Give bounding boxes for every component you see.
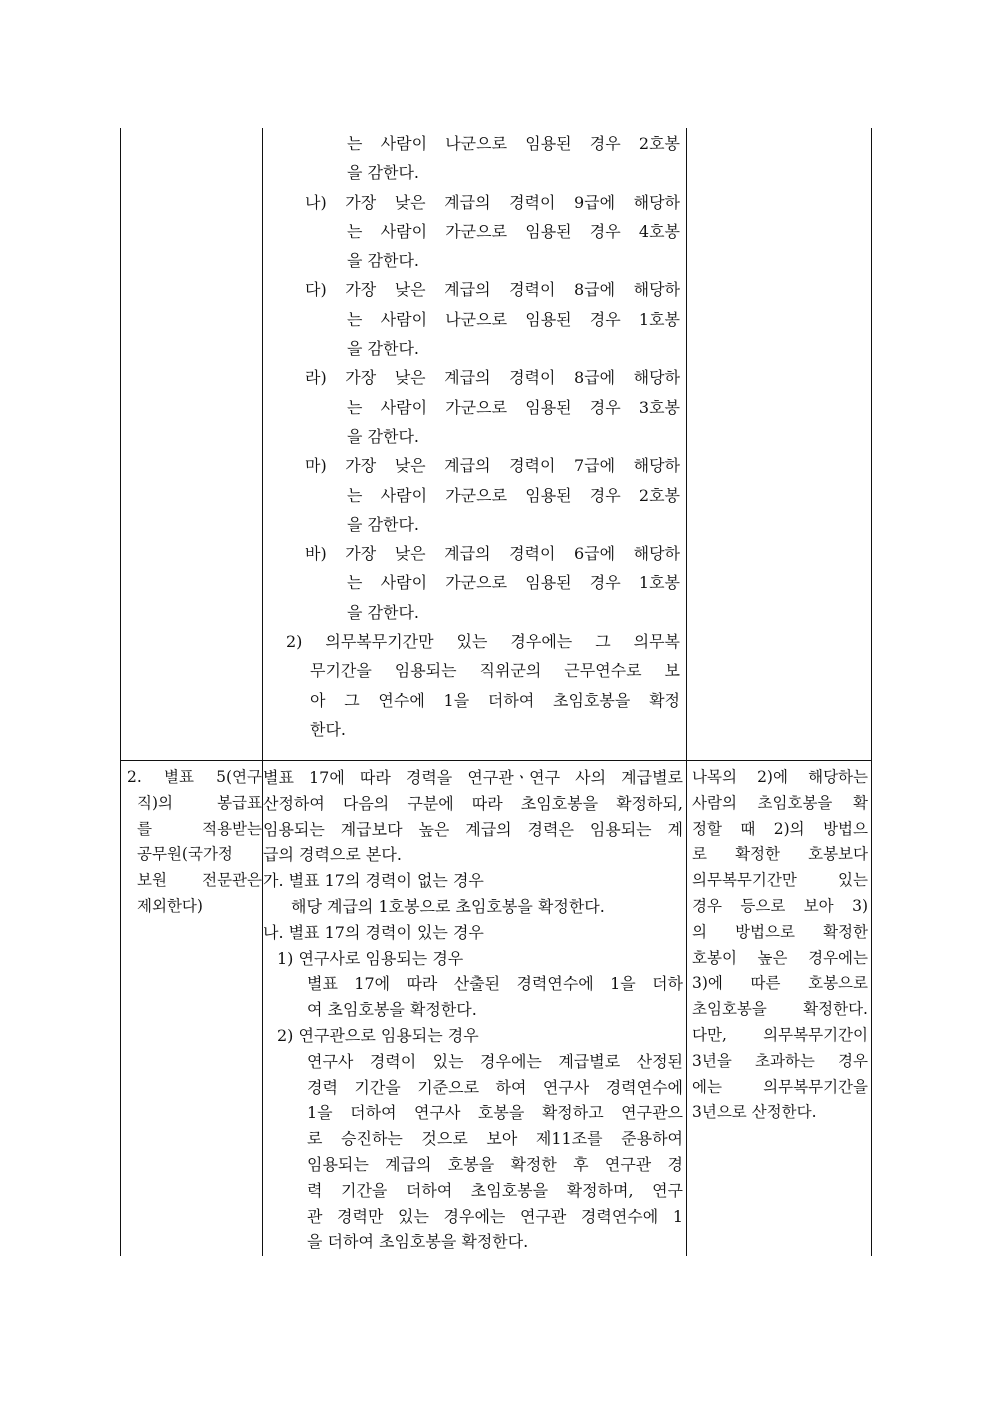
text-line: 초임호봉을 확정한다.	[692, 1000, 868, 1019]
text-line: 2. 별표 5(연구	[127, 768, 262, 786]
text-line: 에는 의무복무기간을	[692, 1077, 868, 1096]
text-line: 는 사람이 가군으로 임용된 경우 2호봉	[347, 485, 680, 505]
text-line: 를 적용받는	[137, 819, 262, 838]
text-line: 의 방법으로 확정한	[692, 922, 868, 941]
text-line: 나목의 2)에 해당하는	[692, 768, 868, 786]
text-line: 는 사람이 가군으로 임용된 경우 3호봉	[347, 397, 680, 417]
text-line: 해당 계급의 1호봉으로 초임호봉을 확정한다.	[291, 896, 605, 916]
row-divider	[120, 760, 872, 761]
text-line: 직)의 봉급표	[137, 793, 262, 812]
text-line: 는 사람이 가군으로 임용된 경우 1호봉	[347, 573, 680, 593]
text-line: 가. 별표 17의 경력이 없는 경우	[263, 871, 484, 891]
text-line: 마) 가장 낮은 계급의 경력이 7급에 해당하	[305, 456, 680, 476]
text-line: 급의 경력으로 본다.	[263, 845, 402, 865]
top-row-content-cell	[120, 129, 684, 744]
text-line: 아 그 연수에 1을 더하여 초임호봉을 확정	[310, 690, 680, 710]
main-content-cell	[263, 765, 684, 1255]
text-line: 을 감한다.	[347, 426, 419, 446]
text-line: 3년으로 산정한다.	[692, 1103, 817, 1122]
text-line: 사람의 초임호봉을 확	[692, 793, 868, 812]
text-line: 을 더하여 초임호봉을 확정한다.	[307, 1232, 529, 1252]
text-line: 는 사람이 가군으로 임용된 경우 4호봉	[347, 221, 680, 241]
text-line: 경력 기간을 기준으로 하여 연구사 경력연수에	[307, 1077, 683, 1097]
regulation-table	[120, 128, 872, 1256]
text-line: 정할 때 2)의 방법으	[692, 819, 868, 838]
text-line: 무기간을 임용되는 직위군의 근무연수로 보	[310, 661, 680, 681]
text-line: 라) 가장 낮은 계급의 경력이 8급에 해당하	[305, 368, 680, 388]
text-line: 바) 가장 낮은 계급의 경력이 6급에 해당하	[305, 544, 680, 564]
text-line: 1을 더하여 연구사 호봉을 확정하고 연구관으	[307, 1103, 683, 1123]
text-line: 연구사 경력이 있는 경우에는 계급별로 산정된	[307, 1051, 683, 1071]
text-line: 한다.	[310, 719, 346, 739]
text-line: 을 감한다.	[347, 251, 419, 271]
text-line: 여 초임호봉을 확정한다.	[307, 1000, 477, 1020]
text-line: 나) 가장 낮은 계급의 경력이 9급에 해당하	[305, 192, 680, 212]
text-line: 로 확정한 호봉보다	[692, 845, 868, 864]
text-line: 다만, 의무복무기간이	[692, 1025, 868, 1044]
column-divider-2	[686, 128, 687, 1256]
text-line: 나. 별표 17의 경력이 있는 경우	[263, 922, 484, 942]
text-line: 별표 17에 따라 산출된 경력연수에 1을 더하	[307, 974, 683, 994]
table-border-right	[871, 128, 872, 1256]
text-line: 호봉이 높은 경우에는	[692, 948, 868, 967]
text-line: 을 감한다.	[347, 514, 419, 534]
text-line: 관 경력만 있는 경우에는 연구관 경력연수에 1	[307, 1206, 683, 1226]
text-line: 임용되는 계급보다 높은 계급의 경력은 임용되는 계	[263, 819, 683, 839]
text-line: 임용되는 계급의 호봉을 확정한 후 연구관 경	[307, 1154, 683, 1174]
text-line: 을 감한다.	[347, 163, 419, 183]
text-line: 산정하여 다음의 구분에 따라 초임호봉을 확정하되,	[263, 793, 683, 813]
text-line: 는 사람이 나군으로 임용된 경우 2호봉	[347, 134, 680, 153]
text-line: 1) 연구사로 임용되는 경우	[277, 948, 464, 968]
text-line: 보원 전문관은	[137, 871, 262, 890]
text-line: 2) 연구관으로 임용되는 경우	[277, 1025, 479, 1045]
text-line: 력 기간을 더하여 초임호봉을 확정하며, 연구	[307, 1180, 683, 1200]
text-line: 제외한다)	[137, 896, 203, 915]
category-cell	[127, 765, 262, 920]
text-line: 을 감한다.	[347, 339, 419, 359]
text-line: 3년을 초과하는 경우	[692, 1051, 868, 1070]
text-line: 별표 17에 따라 경력을 연구관ㆍ연구 사의 계급별로	[263, 768, 683, 787]
text-line: 의무복무기간만 있는	[692, 871, 868, 890]
text-line: 로 승진하는 것으로 보아 제11조를 준용하여	[307, 1129, 683, 1149]
text-line: 는 사람이 나군으로 임용된 경우 1호봉	[347, 309, 680, 329]
text-line: 2) 의무복무기간만 있는 경우에는 그 의무복	[286, 632, 680, 652]
remarks-cell	[692, 765, 868, 1126]
text-line: 을 감한다.	[347, 602, 419, 622]
text-line: 3)에 따른 호봉으로	[692, 974, 868, 993]
text-line: 경우 등으로 보아 3)	[692, 896, 868, 915]
text-line: 다) 가장 낮은 계급의 경력이 8급에 해당하	[305, 280, 680, 300]
text-line: 공무원(국가정	[137, 845, 233, 864]
